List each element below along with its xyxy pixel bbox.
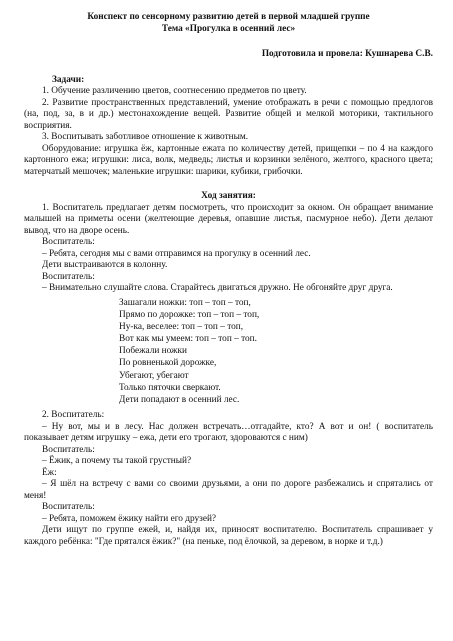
speaker-label: Воспитатель:	[42, 502, 95, 513]
dialogue-line: – Внимательно слушайте слова. Старайтесь двигаться дружно. Не обгоняйте друг друга.	[42, 283, 393, 293]
speaker-label: Воспитатель:	[42, 271, 95, 282]
task-item: 2. Развитие пространственных представлений, умение отображать в речи с помощью предлогов (на, под, за, в и др.) местонахождение вещей. Развитие общей и мелкой моторики, тактильного восприятия.	[24, 97, 433, 131]
task-item: 1. Обучение различению цветов, соотнесению предметов по цвету.	[42, 86, 307, 96]
poem-line: Прямо по дорожке: топ – топ – топ,	[119, 309, 260, 320]
poem-block	[24, 298, 433, 408]
document-title: Конспект по сенсорному развитию детей в первой младшей группе	[87, 12, 370, 22]
tasks-heading: Задачи:	[52, 74, 85, 85]
dialogue-line: – Я шёл на встречу с вами со своими друзьями, а они по дороге разбежались и спрятались от меня!	[24, 479, 433, 501]
author-line: Подготовила и провела: Кушнарева С.В.	[261, 49, 433, 59]
lesson-paragraph: Дети выстраиваются в колонну.	[42, 260, 168, 270]
poem-line: По ровненькой дорожке,	[119, 358, 217, 369]
dialogue-line: – Ёжик, а почему ты такой грустный?	[42, 456, 192, 467]
poem-line: Вот как мы умеем: топ – топ – топ.	[119, 334, 257, 345]
lesson-paragraph: 1. Воспитатель предлагает детям посмотреть, что происходит за окном. Он обращает внимание малышей на приметы осени (желтеющие деревья, опавшие листья, пасмурное небо). Дети делают вывод, что на дворе осень.	[24, 202, 433, 236]
speaker-label: 2. Воспитатель:	[42, 410, 105, 421]
poem-line: Побежали ножки	[119, 346, 187, 357]
lesson-paragraph: Дети ищут по группе ежей, и, найдя их, приносят воспитателю. Воспитатель спрашивает у каждого ребёнка: "Где прятался ёжик?" (на пеньке, под ёлочкой, за деревом, в норке и т.д.)	[24, 525, 433, 547]
poem-line: Ну-ка, веселее: топ – топ – топ,	[119, 321, 244, 332]
speaker-label: Воспитатель:	[42, 237, 95, 247]
speaker-label: Ёж:	[42, 467, 57, 478]
poem-line: Убегают, убегают	[119, 370, 189, 381]
task-item: 3. Воспитывать заботливое отношение к животным.	[42, 132, 249, 142]
poem-line: Только пяточки сверкают.	[119, 382, 221, 393]
speaker-label: Воспитатель:	[42, 444, 95, 455]
poem-line: Дети попадают в осенний лес.	[119, 395, 240, 405]
dialogue-line: – Ребята, поможем ёжику найти его друзей?	[42, 513, 217, 524]
document-topic: Тема «Прогулка в осенний лес»	[161, 23, 296, 34]
equipment-paragraph: Оборудование: игрушка ёж, картонные ежата по количеству детей, прищепки – по 4 на каждого картонного ежа; игрушки: лиса, волк, медведь; листья и корзинки зелёного, желтого, красного цвета; матерчатый мешочек; маленькие игрушки: шарики, кубики, грибочки.	[24, 143, 433, 177]
dialogue-line: – Ну вот, мы и в лесу. Нас должен встречать…отгадайте, кто? А вот и он! ( воспитатель показывает детям игрушку – ежа, дети его трогают, здороваются с ним)	[24, 421, 433, 444]
poem-line: Зашагали ножки: топ – топ – топ,	[119, 297, 251, 308]
dialogue-line: – Ребята, сегодня мы с вами отправимся на прогулку в осенний лес.	[42, 248, 311, 259]
lesson-heading: Ход занятия:	[201, 191, 256, 201]
